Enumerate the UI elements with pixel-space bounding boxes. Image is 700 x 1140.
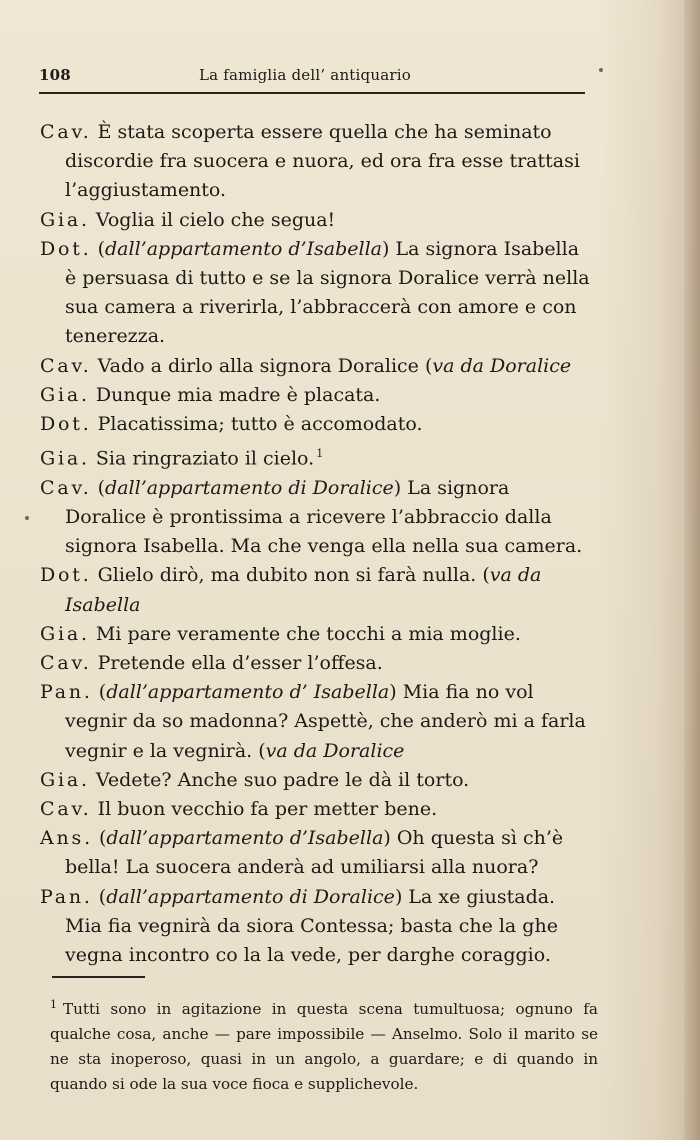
dialogue-line: Vado a dirlo alla signora Doralice ( [91, 354, 433, 377]
dialogue-line: ( [91, 237, 106, 260]
dialogue-line: Voglia il cielo che segua! [89, 208, 336, 231]
speaker-label: Gia. [40, 447, 90, 470]
speaker-label: Dot. [40, 413, 92, 436]
dialogue-line: Dunque mia madre è placata. [89, 383, 381, 406]
speaker-label: Gia. [40, 208, 90, 231]
dialogue-text [40, 118, 592, 970]
dialogue-line: Mi pare veramente che tocchi a mia moglie. [89, 622, 521, 645]
stage-direction: dall’appartamento d’Isabella [106, 827, 384, 850]
dialogue-entry [40, 649, 592, 678]
speaker-label: Gia. [40, 383, 90, 406]
dialogue-entry [40, 824, 592, 882]
footnote-marker: 1 [50, 998, 57, 1011]
dialogue-entry [40, 620, 592, 649]
dialogue-line: ) Oh questa sì ch’è bella! La suocera anderà ad umiliarsi alla nuora? [65, 827, 564, 879]
speaker-label: Gia. [40, 768, 90, 791]
ink-speck [25, 516, 29, 520]
dialogue-entry [40, 352, 592, 381]
speaker-label: Dot. [40, 237, 92, 260]
speaker-label: Cav. [40, 651, 92, 674]
stage-direction: va da Isabella [65, 564, 542, 616]
ink-speck [599, 68, 603, 72]
dialogue-entry [40, 118, 592, 206]
dialogue-line: ( [92, 681, 107, 704]
dialogue-entry [40, 410, 592, 439]
speaker-label: Cav. [40, 476, 92, 499]
stage-direction: dall’appartamento d’Isabella [105, 237, 383, 260]
speaker-label: Cav. [40, 798, 92, 820]
stage-direction: dall’appartamento d’ Isabella [106, 681, 390, 704]
speaker-label: Cav. [40, 354, 92, 377]
dialogue-line: Il buon vecchio fa per metter bene. [91, 798, 438, 820]
dialogue-entry [40, 766, 592, 795]
page-number: 108 [39, 66, 71, 84]
dialogue-entry [40, 561, 592, 619]
stage-direction: va da Doralice [432, 354, 572, 377]
dialogue-entry [40, 883, 592, 971]
dialogue-entry [40, 678, 592, 766]
page-edge-shadow [684, 0, 700, 1140]
dialogue-line: È stata scoperta essere quella che ha seminato discordie fra suocera e nuora, ed ora fra esse trattasi l’aggiustamento. [65, 121, 580, 202]
running-header [39, 66, 585, 90]
dialogue-line: ( [92, 885, 107, 908]
stage-direction: dall’appartamento di Doralice [105, 476, 394, 499]
dialogue-entry [40, 795, 592, 824]
dialogue-line: Sia ringraziato il cielo. [89, 447, 315, 470]
speaker-label: Gia. [40, 622, 90, 645]
speaker-label: Ans. [40, 827, 93, 850]
dialogue-line: ) Mia fia no vol vegnir da so madonna? Aspettè, che anderò mi a farla vegnir e la vegnirà. ( [65, 681, 586, 762]
speaker-label: Dot. [40, 564, 92, 587]
dialogue-entry [40, 474, 592, 562]
dialogue-entry [40, 235, 592, 352]
running-title: La famiglia dell’ antiquario [199, 66, 411, 84]
dialogue-line: ) La signora Doralice è prontissima a ricevere l’abbraccio dalla signora Isabella. Ma che venga ella nella sua camera. [65, 476, 583, 558]
footnote-text: Tutti sono in agitazione in questa scena tumultuosa; ognuno fa qualche cosa, anche — pare impossibile — Anselmo. Solo il marito se ne sta inoperoso, quasi in un angolo, a guardare; e di quando in quando si ode la sua voce fioca e supplichevole. [50, 1000, 598, 1094]
footnote [50, 992, 598, 1097]
dialogue-entry [40, 439, 592, 474]
dialogue-line: Glielo dirò, ma dubito non si farà nulla. ( [91, 564, 490, 587]
stage-direction: va da Doralice [265, 739, 405, 762]
dialogue-line: Vedete? Anche suo padre le dà il torto. [89, 768, 470, 791]
dialogue-line: Placatissima; tutto è accomodato. [91, 413, 423, 436]
dialogue-line: ) La xe giustada. Mia fia vegnirà da siora Contessa; basta che la ghe vegna incontro co la la vede, per darghe coraggio. [65, 885, 558, 967]
speaker-label: Cav. [40, 121, 92, 143]
stage-direction: dall’appartamento di Doralice [106, 885, 395, 908]
dialogue-line: Pretende ella d’esser l’offesa. [91, 651, 383, 674]
speaker-label: Pan. [40, 681, 93, 704]
dialogue-line: ( [92, 827, 107, 850]
speaker-label: Pan. [40, 885, 93, 908]
dialogue-line: ( [91, 476, 106, 499]
dialogue-entry [40, 206, 592, 235]
dialogue-entry [40, 381, 592, 410]
dialogue-line: ) La signora Isabella è persuasa di tutto e se la signora Doralice verrà nella sua camera a riverirla, l’abbraccerà con amore e con tenerezza. [65, 237, 590, 348]
header-rule [39, 92, 585, 94]
footnote-separator [52, 976, 145, 978]
footnote-reference: 1 [316, 447, 324, 461]
